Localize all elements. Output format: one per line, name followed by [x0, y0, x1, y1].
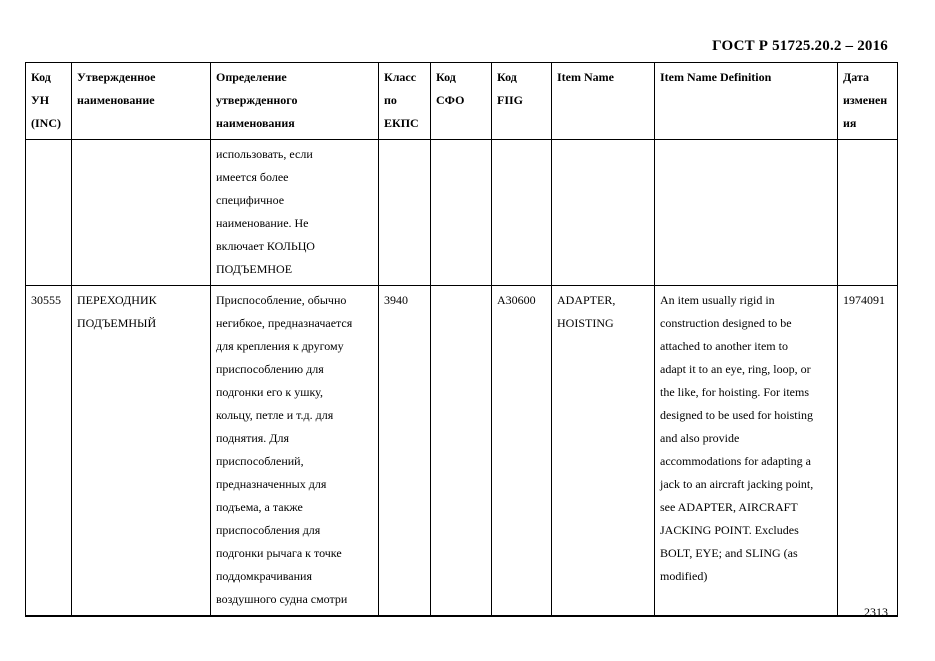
cell-item-name: ADAPTER, HOISTING	[552, 286, 655, 617]
header-fiig: Код FIIG	[492, 63, 552, 140]
cell-class: 3940	[379, 286, 431, 617]
cell-class	[379, 140, 431, 286]
cell-approved-name	[72, 140, 211, 286]
page-number: 2313	[864, 605, 888, 619]
cell-item-definition	[655, 140, 838, 286]
catalog-table	[25, 62, 898, 617]
table-header-row	[26, 63, 898, 140]
table-row	[26, 140, 898, 286]
header-sfo: Код СФО	[431, 63, 492, 140]
header-item-name: Item Name	[552, 63, 655, 140]
header-inc: Код УН (INC)	[26, 63, 72, 140]
cell-sfo	[431, 140, 492, 286]
cell-inc	[26, 140, 72, 286]
cell-definition: использовать, если имеется более специфичное наименование. Не включает КОЛЬЦО ПОДЪЕМНОЕ	[211, 140, 379, 286]
cell-fiig: A30600	[492, 286, 552, 617]
cell-item-name	[552, 140, 655, 286]
document-title: ГОСТ Р 51725.20.2 – 2016	[712, 38, 888, 54]
cell-date	[838, 140, 898, 286]
header-item-definition: Item Name Definition	[655, 63, 838, 140]
cell-date: 1974091	[838, 286, 898, 617]
table-row	[26, 286, 898, 617]
header-approved-name: Утвержденное наименование	[72, 63, 211, 140]
header-class: Класс по ЕКПС	[379, 63, 431, 140]
cell-item-definition: An item usually rigid in construction designed to be attached to another item to adapt it to an eye, ring, loop, or the like, for hoisting. For items designed to be used for hoisting and also provide accommodations for adapting a jack to an aircraft jacking point, see ADAPTER, AIRCRAFT JACKING POINT. Excludes BOLT, EYE; and SLING (as modified)	[655, 286, 838, 617]
header-definition: Определение утвержденного наименования	[211, 63, 379, 140]
cell-approved-name: ПЕРЕХОДНИК ПОДЪЕМНЫЙ	[72, 286, 211, 617]
header-date: Дата изменен ия	[838, 63, 898, 140]
cell-inc: 30555	[26, 286, 72, 617]
cell-sfo	[431, 286, 492, 617]
cell-fiig	[492, 140, 552, 286]
cell-definition: Приспособление, обычно негибкое, предназначается для крепления к другому приспособлению для подгонки его к ушку, кольцу, петле и т.д. для поднятия. Для приспособлений, предназначенных для подъема, а также приспособления для подгонки рычага к точке поддомкрачивания воздушного судна смотри	[211, 286, 379, 617]
